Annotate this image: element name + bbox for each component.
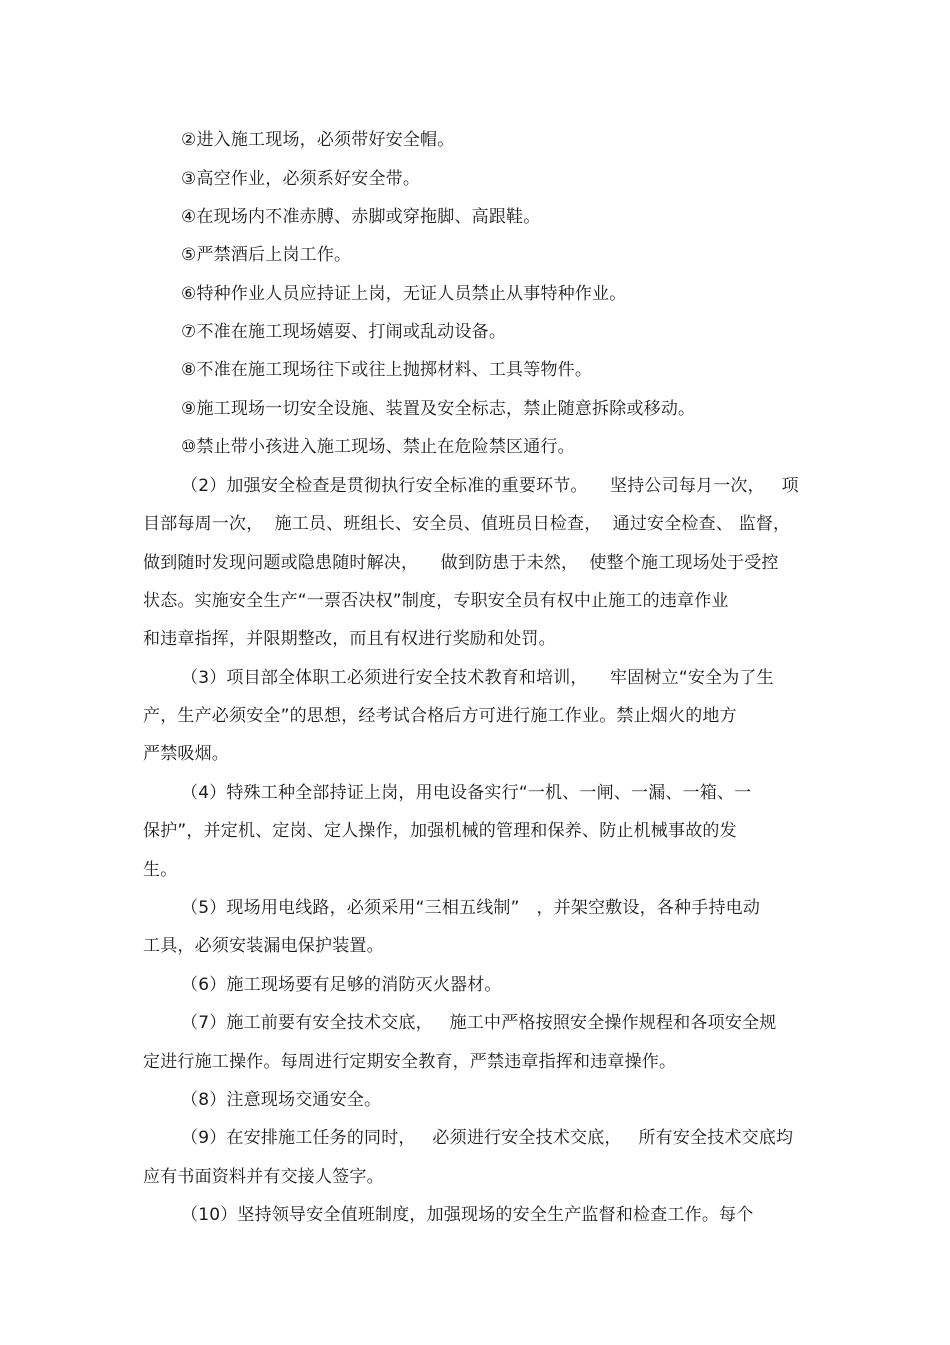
paragraph-3-line-2: 产，生产必须安全”的思想，经考试合格后方可进行施工作业。禁止烟火的地方 <box>143 706 737 726</box>
paragraph-5-line-1: （5）现场用电线路，必须采用“三相五线制” ，并架空敷设，各种手持电动 <box>181 898 761 918</box>
paragraph-9-line-2: 应有书面资料并有交接人签字。 <box>143 1167 384 1187</box>
paragraph-4-line-1: （4）特殊工种全部持证上岗，用电设备实行“一机、一闸、一漏、一箱、一 <box>181 783 752 803</box>
rule-item-6: ⑥特种作业人员应持证上岗，无证人员禁止从事特种作业。 <box>181 284 627 304</box>
paragraph-7-line-1: （7）施工前要有安全技术交底， 施工中严格按照安全操作规程和各项安全规 <box>181 1013 777 1033</box>
paragraph-3-line-1: （3）项目部全体职工必须进行安全技术教育和培训， 牢固树立“安全为了生 <box>181 668 774 688</box>
paragraph-10-line-1: （10）坚持领导安全值班制度，加强现场的安全生产监督和检查工作。每个 <box>181 1205 754 1225</box>
paragraph-2-line-2: 目部每周一次， 施工员、班组长、安全员、值班员日检查， 通过安全检查、 监督， <box>143 514 791 534</box>
paragraph-4-line-3: 生。 <box>143 860 178 880</box>
rule-item-5: ⑤严禁酒后上岗工作。 <box>181 245 352 265</box>
paragraph-2-line-1: （2）加强安全检查是贯彻执行安全标准的重要环节。 坚持公司每月一次， 项 <box>181 476 799 496</box>
paragraph-2-line-5: 和违章指挥，并限期整改，而且有权进行奖励和处罚。 <box>143 629 556 649</box>
rule-item-8: ⑧不准在施工现场往下或往上抛掷材料、工具等物件。 <box>181 360 593 380</box>
rule-item-7: ⑦不准在施工现场嬉耍、打闹或乱动设备。 <box>181 322 507 342</box>
paragraph-5-line-2: 工具，必须安装漏电保护装置。 <box>143 936 384 956</box>
rule-item-2: ②进入施工现场，必须带好安全帽。 <box>181 130 455 150</box>
rule-item-10: ⑩禁止带小孩进入施工现场、禁止在危险禁区通行。 <box>181 437 575 457</box>
paragraph-2-line-3: 做到随时发现问题或隐患随时解决， 做到防患于未然， 使整个施工现场处于受控 <box>143 553 779 573</box>
paragraph-4-line-2: 保护”，并定机、定岗、定人操作，加强机械的管理和保养、防止机械事故的发 <box>143 821 737 841</box>
paragraph-7-line-2: 定进行施工操作。每周进行定期安全教育，严禁违章指挥和违章操作。 <box>143 1052 677 1072</box>
paragraph-9-line-1: （9）在安排施工任务的同时， 必须进行安全技术交底， 所有安全技术交底均 <box>181 1128 794 1148</box>
paragraph-3-line-3: 严禁吸烟。 <box>143 744 229 764</box>
rule-item-9: ⑨施工现场一切安全设施、装置及安全标志，禁止随意拆除或移动。 <box>181 399 696 419</box>
rule-item-3: ③高空作业，必须系好安全带。 <box>181 169 421 189</box>
paragraph-6-line-1: （6）施工现场要有足够的消防灭火器材。 <box>181 975 502 995</box>
paragraph-8-line-1: （8）注意现场交通安全。 <box>181 1090 382 1110</box>
paragraph-2-line-4: 状态。实施安全生产“一票否决权”制度，专职安全员有权中止施工的违章作业 <box>143 591 729 611</box>
rule-item-4: ④在现场内不准赤膊、赤脚或穿拖脚、高跟鞋。 <box>181 207 541 227</box>
